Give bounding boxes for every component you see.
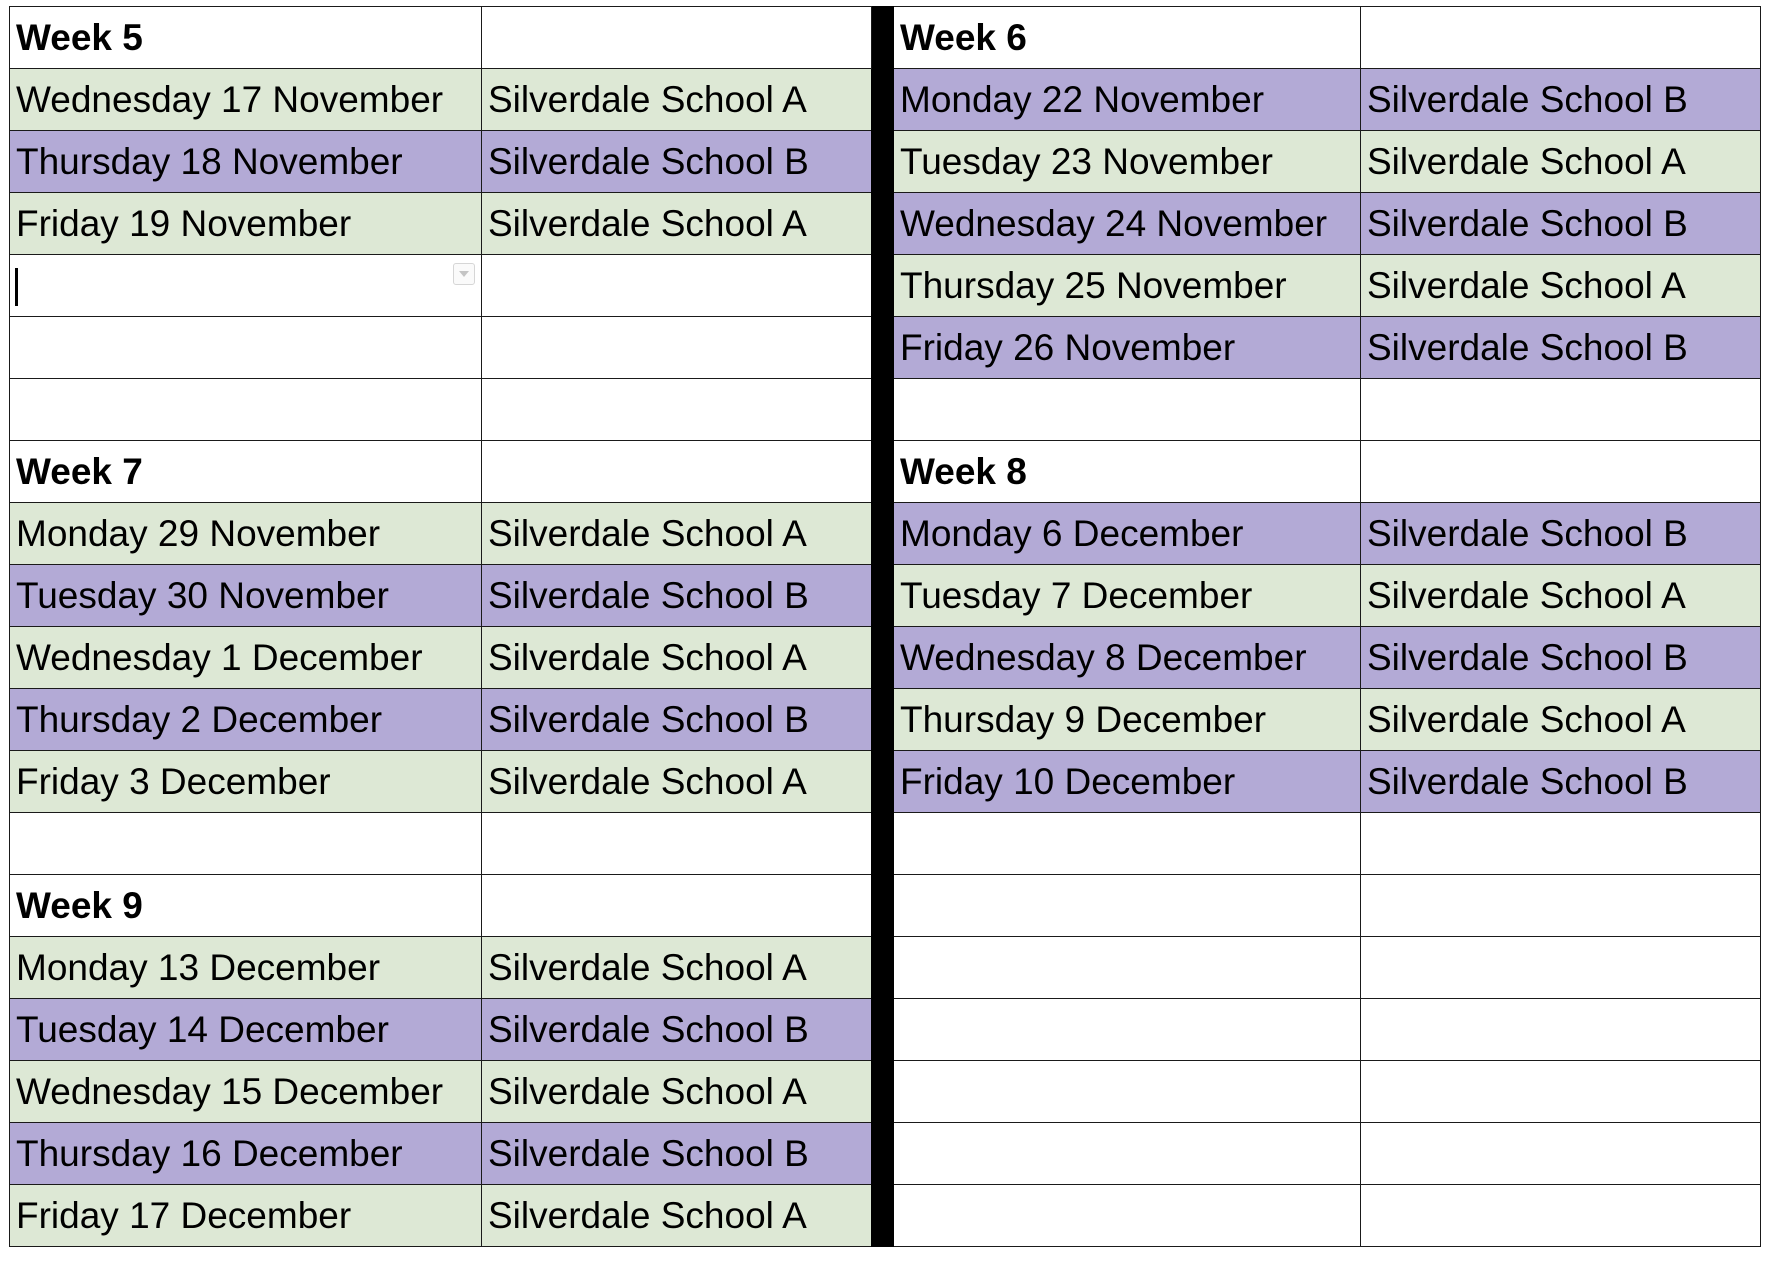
empty-cell[interactable]: [1361, 1185, 1761, 1247]
empty-cell[interactable]: [482, 255, 872, 317]
date-cell[interactable]: Wednesday 15 December: [10, 1061, 482, 1123]
date-cell[interactable]: Thursday 9 December: [894, 689, 1361, 751]
empty-cell[interactable]: [894, 937, 1361, 999]
date-cell[interactable]: Thursday 18 November: [10, 131, 482, 193]
date-cell[interactable]: Tuesday 7 December: [894, 565, 1361, 627]
empty-cell[interactable]: [1361, 441, 1761, 503]
school-cell[interactable]: Silverdale School B: [1361, 503, 1761, 565]
school-cell[interactable]: Silverdale School A: [482, 751, 872, 813]
empty-cell[interactable]: [1361, 1123, 1761, 1185]
week-9-heading[interactable]: Week 9: [10, 875, 482, 937]
date-cell[interactable]: Tuesday 14 December: [10, 999, 482, 1061]
empty-cell[interactable]: [1361, 1061, 1761, 1123]
school-cell[interactable]: Silverdale School B: [1361, 627, 1761, 689]
school-cell[interactable]: Silverdale School A: [1361, 255, 1761, 317]
empty-cell[interactable]: [894, 1123, 1361, 1185]
empty-cell[interactable]: [482, 813, 872, 875]
date-cell[interactable]: Friday 26 November: [894, 317, 1361, 379]
school-cell[interactable]: Silverdale School A: [482, 503, 872, 565]
empty-cell[interactable]: [894, 1061, 1361, 1123]
empty-cell[interactable]: [482, 441, 872, 503]
spreadsheet-grid: [9, 6, 1761, 1247]
schedule-table: [9, 6, 1761, 1247]
empty-cell[interactable]: [482, 7, 872, 69]
empty-cell[interactable]: [10, 379, 482, 441]
date-cell[interactable]: Wednesday 17 November: [10, 69, 482, 131]
date-cell[interactable]: Thursday 25 November: [894, 255, 1361, 317]
school-cell[interactable]: Silverdale School A: [482, 1185, 872, 1247]
date-cell[interactable]: Wednesday 8 December: [894, 627, 1361, 689]
date-cell[interactable]: Friday 17 December: [10, 1185, 482, 1247]
school-cell[interactable]: Silverdale School B: [482, 689, 872, 751]
empty-cell[interactable]: [1361, 379, 1761, 441]
school-cell[interactable]: Silverdale School A: [482, 937, 872, 999]
empty-cell[interactable]: [894, 1185, 1361, 1247]
school-cell[interactable]: Silverdale School A: [482, 1061, 872, 1123]
empty-cell[interactable]: [1361, 813, 1761, 875]
empty-cell[interactable]: [10, 317, 482, 379]
school-cell[interactable]: Silverdale School B: [482, 565, 872, 627]
date-cell[interactable]: Thursday 16 December: [10, 1123, 482, 1185]
empty-cell[interactable]: [1361, 7, 1761, 69]
school-cell[interactable]: Silverdale School A: [482, 193, 872, 255]
dropdown-arrow-icon[interactable]: [453, 263, 475, 285]
school-cell[interactable]: Silverdale School A: [1361, 131, 1761, 193]
empty-cell[interactable]: [894, 813, 1361, 875]
date-cell[interactable]: Monday 6 December: [894, 503, 1361, 565]
date-cell[interactable]: Monday 29 November: [10, 503, 482, 565]
school-cell[interactable]: Silverdale School B: [1361, 193, 1761, 255]
date-cell[interactable]: Friday 3 December: [10, 751, 482, 813]
date-cell[interactable]: Thursday 2 December: [10, 689, 482, 751]
empty-cell[interactable]: [482, 875, 872, 937]
empty-cell[interactable]: [894, 875, 1361, 937]
school-cell[interactable]: Silverdale School A: [482, 69, 872, 131]
school-cell[interactable]: Silverdale School B: [1361, 317, 1761, 379]
empty-cell[interactable]: [1361, 999, 1761, 1061]
week-8-heading[interactable]: Week 8: [894, 441, 1361, 503]
school-cell[interactable]: Silverdale School B: [482, 999, 872, 1061]
date-cell[interactable]: Tuesday 30 November: [10, 565, 482, 627]
empty-cell[interactable]: [10, 813, 482, 875]
empty-cell[interactable]: [482, 317, 872, 379]
date-cell[interactable]: Wednesday 1 December: [10, 627, 482, 689]
empty-cell[interactable]: [894, 379, 1361, 441]
week-5-heading[interactable]: Week 5: [10, 7, 482, 69]
school-cell[interactable]: Silverdale School B: [1361, 69, 1761, 131]
empty-cell[interactable]: [894, 999, 1361, 1061]
date-cell[interactable]: Wednesday 24 November: [894, 193, 1361, 255]
empty-cell[interactable]: [482, 379, 872, 441]
column-separator: [872, 7, 894, 1247]
week-7-heading[interactable]: Week 7: [10, 441, 482, 503]
school-cell[interactable]: Silverdale School B: [1361, 751, 1761, 813]
empty-cell[interactable]: [1361, 875, 1761, 937]
empty-cell[interactable]: [1361, 937, 1761, 999]
date-cell[interactable]: Monday 22 November: [894, 69, 1361, 131]
school-cell[interactable]: Silverdale School B: [482, 1123, 872, 1185]
date-cell[interactable]: Monday 13 December: [10, 937, 482, 999]
text-cursor: [15, 268, 18, 306]
school-cell[interactable]: Silverdale School A: [1361, 565, 1761, 627]
school-cell[interactable]: Silverdale School A: [1361, 689, 1761, 751]
active-edit-cell[interactable]: [10, 255, 482, 317]
school-cell[interactable]: Silverdale School A: [482, 627, 872, 689]
table-row: [10, 7, 1761, 69]
school-cell[interactable]: Silverdale School B: [482, 131, 872, 193]
date-cell[interactable]: Friday 10 December: [894, 751, 1361, 813]
date-cell[interactable]: Friday 19 November: [10, 193, 482, 255]
date-cell[interactable]: Tuesday 23 November: [894, 131, 1361, 193]
week-6-heading[interactable]: Week 6: [894, 7, 1361, 69]
